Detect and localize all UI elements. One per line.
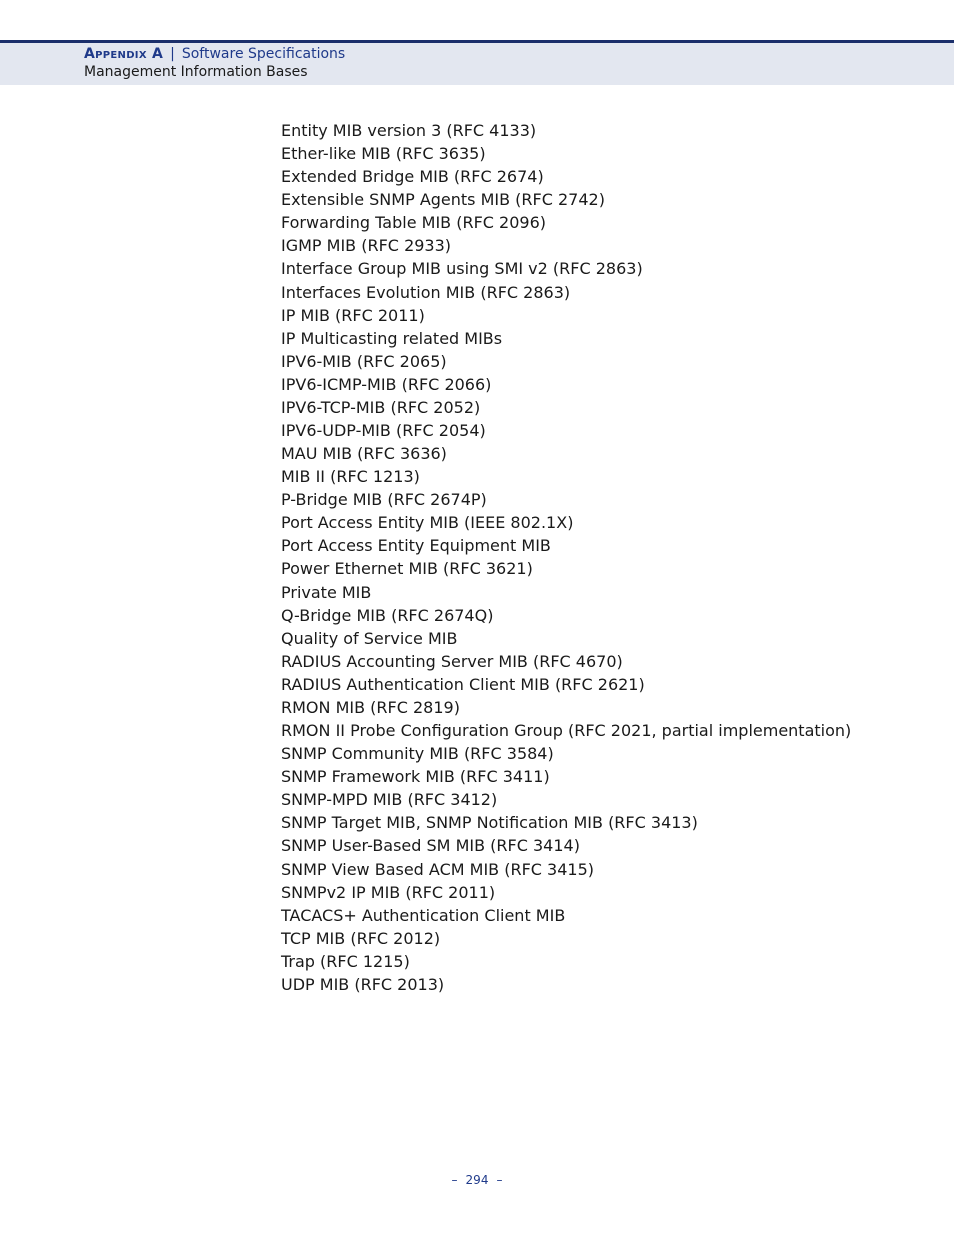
list-item: MIB II (RFC 1213) <box>281 467 420 487</box>
subsection-title: Management Information Bases <box>84 64 308 80</box>
list-item: IGMP MIB (RFC 2933) <box>281 236 452 256</box>
list-item: RADIUS Authentication Client MIB (RFC 2621) <box>281 674 645 694</box>
list-item: TACACS+ Authentication Client MIB <box>281 905 566 925</box>
list-item: Power Ethernet MIB (RFC 3621) <box>281 559 533 579</box>
list-item: SNMP View Based ACM MIB (RFC 3415) <box>281 859 595 879</box>
list-item: SNMP Framework MIB (RFC 3411) <box>281 767 550 787</box>
list-item: SNMP Community MIB (RFC 3584) <box>281 744 554 764</box>
list-item: RMON MIB (RFC 2819) <box>281 697 460 717</box>
list-item: UDP MIB (RFC 2013) <box>281 974 445 994</box>
list-item: Entity MIB version 3 (RFC 4133) <box>281 121 537 140</box>
list-item: TCP MIB (RFC 2012) <box>281 928 441 948</box>
footer-dash-left: – <box>451 1173 458 1187</box>
list-item: IPV6-UDP-MIB (RFC 2054) <box>281 421 486 441</box>
list-item: Quality of Service MIB <box>281 628 458 648</box>
list-item: RMON II Probe Configuration Group (RFC 2021, partial implementation) <box>281 721 852 741</box>
list-item: Interface Group MIB using SMI v2 (RFC 2863) <box>281 259 643 279</box>
list-item: SNMP Target MIB, SNMP Notification MIB (RFC 3413) <box>281 813 698 833</box>
header-separator: | <box>170 46 175 62</box>
list-item: P-Bridge MIB (RFC 2674P) <box>281 490 487 510</box>
running-header <box>84 45 345 63</box>
appendix-label: Appendix A <box>84 46 164 62</box>
list-item: IPV6-MIB (RFC 2065) <box>281 351 447 371</box>
list-item: RADIUS Accounting Server MIB (RFC 4670) <box>281 651 623 671</box>
list-item: Interfaces Evolution MIB (RFC 2863) <box>281 282 571 302</box>
list-item: IP MIB (RFC 2011) <box>281 305 425 325</box>
list-item: Forwarding Table MIB (RFC 2096) <box>281 213 546 233</box>
list-item: Extensible SNMP Agents MIB (RFC 2742) <box>281 190 605 210</box>
mib-list <box>281 119 851 996</box>
section-title: Software Specifications <box>181 46 346 62</box>
list-item: Private MIB <box>281 582 372 602</box>
list-item: Q-Bridge MIB (RFC 2674Q) <box>281 605 494 625</box>
list-item: SNMP User-Based SM MIB (RFC 3414) <box>281 836 580 856</box>
footer-dash-right: – <box>496 1173 503 1187</box>
list-item: MAU MIB (RFC 3636) <box>281 444 447 464</box>
list-item: Port Access Entity MIB (IEEE 802.1X) <box>281 513 574 533</box>
list-item: IPV6-ICMP-MIB (RFC 2066) <box>281 374 492 394</box>
list-item: Port Access Entity Equipment MIB <box>281 536 551 556</box>
list-item: IPV6-TCP-MIB (RFC 2052) <box>281 397 481 417</box>
page-number: 294 <box>465 1173 489 1187</box>
list-item: IP Multicasting related MIBs <box>281 328 503 348</box>
list-item: Trap (RFC 1215) <box>281 951 410 971</box>
page-footer <box>0 1173 954 1187</box>
list-item: Extended Bridge MIB (RFC 2674) <box>281 167 544 187</box>
list-item: SNMP-MPD MIB (RFC 3412) <box>281 790 498 810</box>
list-item: SNMPv2 IP MIB (RFC 2011) <box>281 882 496 902</box>
list-item: Ether-like MIB (RFC 3635) <box>281 144 486 164</box>
